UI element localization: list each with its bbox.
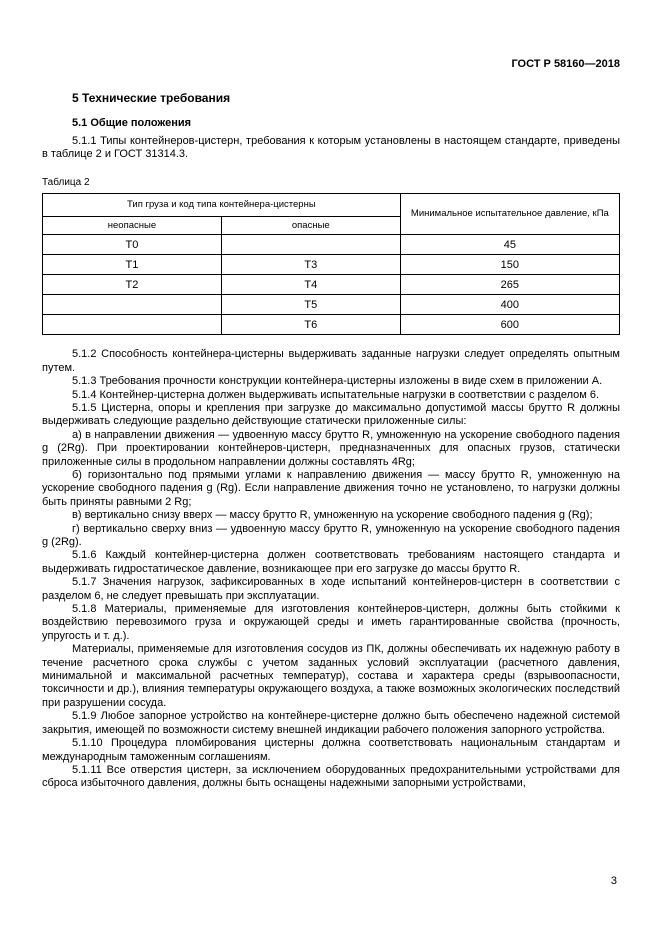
cell-hazard-code: Т6 bbox=[221, 315, 400, 335]
subsection-heading: 5.1 Общие положения bbox=[72, 117, 192, 129]
paragraph-5-1-1: 5.1.1 Типы контейнеров-цистерн, требования к которым установлены в настоящем стандарте, приведены в таблице 2 и ГОСТ 31314.3. bbox=[42, 135, 620, 161]
section-heading: 5 Технические требования bbox=[72, 91, 231, 105]
table-row bbox=[43, 275, 620, 295]
cell-pressure: 400 bbox=[400, 295, 619, 315]
paragraph-5-1-4: 5.1.4 Контейнер-цистерна должен выдерживать испытательные нагрузки в соответствии с разделом 6. bbox=[72, 388, 600, 401]
cell-nonhazard-code: Т0 bbox=[43, 235, 222, 255]
paragraph-5-1-7: 5.1.7 Значения нагрузок, зафиксированных в ходе испытаний контейнеров-цистерн в соответствии с разделом 6, не следует превышать при эксплуатации. bbox=[42, 576, 620, 602]
standard-designation: ГОСТ Р 58160—2018 bbox=[511, 58, 620, 70]
cell-pressure: 265 bbox=[400, 275, 619, 295]
cell-hazard-code: Т3 bbox=[221, 255, 400, 275]
cell-nonhazard-code bbox=[43, 315, 222, 335]
list-item-v: в) вертикально снизу вверх — массу брутто R, умноженную на ускорение свободного падения g (Rg); bbox=[72, 509, 593, 522]
cell-pressure: 600 bbox=[400, 315, 619, 335]
table-header-nonhazardous: неопасные bbox=[43, 216, 222, 235]
paragraph-5-1-10: 5.1.10 Процедура пломбирования цистерны должна соответствовать национальным стандартам и международным таможенным соглашениям. bbox=[42, 737, 620, 763]
list-item-a: а) в направлении движения — удвоенную массу брутто R, умноженную на ускорение свободного падения g (2Rg). При проектировании контейнеров-цистерн, предназначенных для опасных грузов, статически приложенные силы в продольном направлении должны составлять 4Rg; bbox=[42, 428, 620, 468]
paragraph-5-1-2: 5.1.2 Способность контейнера-цистерны выдерживать заданные нагрузки следует определять опытным путем. bbox=[42, 348, 620, 374]
cell-nonhazard-code: Т1 bbox=[43, 255, 222, 275]
cell-hazard-code bbox=[221, 235, 400, 255]
table-row bbox=[43, 315, 620, 335]
cell-pressure: 45 bbox=[400, 235, 619, 255]
cell-hazard-code: Т4 bbox=[221, 275, 400, 295]
tank-container-types-table bbox=[42, 193, 620, 336]
table-row bbox=[43, 255, 620, 275]
cell-hazard-code: Т5 bbox=[221, 295, 400, 315]
table-header-hazardous: опасные bbox=[221, 216, 400, 235]
paragraph-5-1-5: 5.1.5 Цистерна, опоры и крепления при загрузке до максимально допустимой массы брутто R должны выдерживать следующие раздельно действующие статически приложенные силы: bbox=[42, 401, 620, 428]
paragraph-5-1-8-continued: Материалы, применяемые для изготовления сосудов из ПК, должны обеспечивать их надежную работу в течение расчетного срока службы с учетом заданных условий эксплуатации (расчетного давления, минимальной и максимальной расчетных температур), состава и характера среды (взрывоопасности, токсичности и др.), влияния температуры окружающего воздуха, а также возможных экологических последствий при разрушении сосуда. bbox=[42, 643, 620, 709]
cell-nonhazard-code bbox=[43, 295, 222, 315]
paragraph-5-1-11: 5.1.11 Все отверстия цистерн, за исключением оборудованных предохранительными устройствами для сброса избыточного давления, должны быть оснащены надежными запорными устройствами, bbox=[42, 763, 620, 790]
cell-nonhazard-code: Т2 bbox=[43, 275, 222, 295]
paragraph-5-1-6: 5.1.6 Каждый контейнер-цистерна должен соответствовать требованиям настоящего стандарта и выдерживать гидростатическое давление, возникающее при его загрузке до массы брутто R. bbox=[42, 549, 620, 575]
paragraph-5-1-9: 5.1.9 Любое запорное устройство на контейнере-цистерне должно быть обеспечено надежной системой закрытия, имеющей по возможности систему внешней индикации рабочего положения запорного устройства. bbox=[42, 710, 620, 736]
table-header-test-pressure: Минимальное испытательное давление, кПа bbox=[400, 193, 619, 235]
page-number: 3 bbox=[610, 875, 617, 887]
table-row bbox=[43, 295, 620, 315]
paragraph-5-1-8: 5.1.8 Материалы, применяемые для изготовления контейнеров-цистерн, должны быть стойкими к воздействию перевозимого груза и окружающей среды и иметь гарантированные свойства (прочность, упругость и т. д.). bbox=[42, 603, 620, 642]
paragraph-5-1-3: 5.1.3 Требования прочности конструкции контейнера-цистерны изложены в виде схем в приложении А. bbox=[72, 375, 603, 388]
table-caption: Таблица 2 bbox=[42, 176, 90, 188]
list-item-g: г) вертикально сверху вниз — удвоенную массу брутто R, умноженную на ускорение свободного падения g (2Rg). bbox=[42, 522, 620, 548]
table-row bbox=[43, 235, 620, 255]
list-item-b: б) горизонтально под прямыми углами к направлению движения — массу брутто R, умноженную на ускорение свободного падения g (Rg). Если направление движения точно не установлено, то нагрузки должны быть приняты равными 2 Rg; bbox=[42, 468, 620, 508]
table-header-cargo-type: Тип груза и код типа контейнера-цистерны bbox=[43, 193, 401, 216]
cell-pressure: 150 bbox=[400, 255, 619, 275]
